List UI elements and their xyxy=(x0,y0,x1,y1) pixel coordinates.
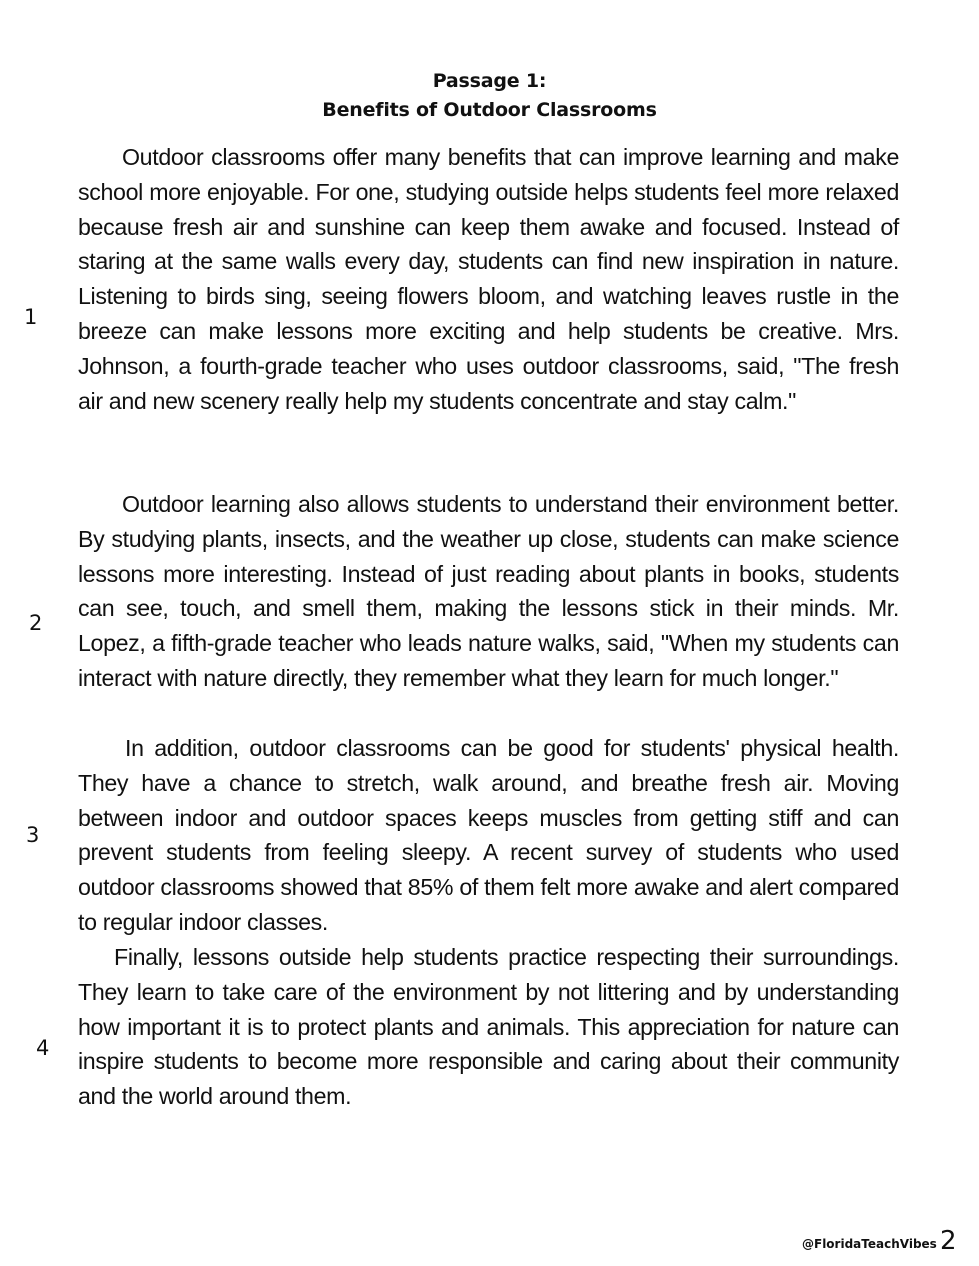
paragraph-2: Outdoor learning also allows students to understand their environment better. By studying plants, insects, and the weather up close, students can make science lessons more interesting. Instead of just reading about plants in books, students can see, touch, and smell them, making the lessons stick in their minds. Mr. Lopez, a fifth-grade teacher who leads nature walks, said, "When my students can interact with nature directly, they remember what they learn for much longer." xyxy=(78,491,899,691)
passage-heading: Benefits of Outdoor Classrooms xyxy=(322,99,657,121)
paragraph-1: Outdoor classrooms offer many benefits that can improve learning and make school more enjoyable. For one, studying outside helps students feel more relaxed because fresh air and sunshine can keep them awake and focused. Instead of staring at the same walls every day, students can find new inspiration in nature. Listening to birds sing, seeing flowers bloom, and watching leaves rustle in the breeze can make lessons more exciting and help students be creative. Mrs. Johnson, a fourth-grade teacher who uses outdoor classrooms, said, "The fresh air and new scenery really help my students concentrate and stay calm." xyxy=(78,144,899,414)
author-handle: @FloridaTeachVibes xyxy=(802,1237,937,1251)
paragraph-number-4: 4 xyxy=(36,1036,50,1060)
page-number: 2 xyxy=(940,1226,957,1256)
paragraph-3: In addition, outdoor classrooms can be good for students' physical health. They have a chance to stretch, walk around, and breathe fresh air. Moving between indoor and outdoor spaces keeps muscles from getting stiff and can prevent students from feeling sleepy. A recent survey of students who used outdoor classrooms showed that 85% of them felt more awake and alert compared to regular indoor classes. xyxy=(78,735,899,935)
paragraph-number-1: 1 xyxy=(24,305,38,329)
passage-label: Passage 1: xyxy=(432,70,547,92)
paragraph-number-2: 2 xyxy=(29,611,43,635)
paragraph-number-3: 3 xyxy=(26,823,40,847)
paragraph-4: Finally, lessons outside help students practice respecting their surroundings. They learn to take care of the environment by not littering and by understanding how important it is to protect plants and animals. This appreciation for nature can inspire students to become more responsible and caring about their community and the world around them. xyxy=(78,944,899,1110)
